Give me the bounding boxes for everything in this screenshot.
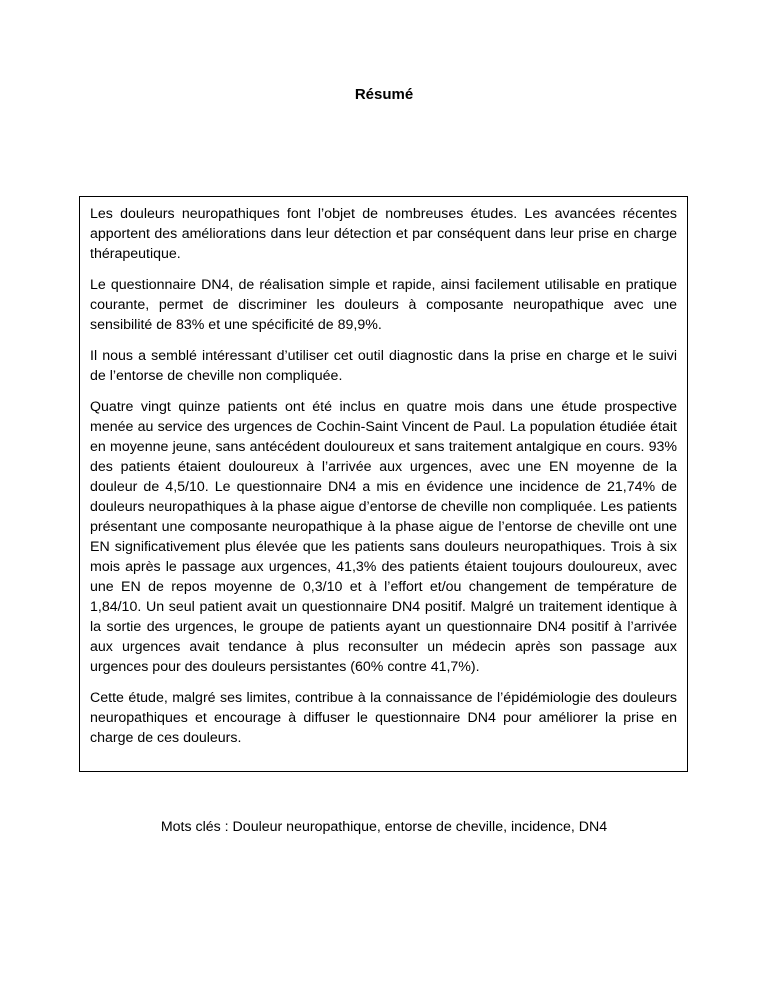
keywords-line: Mots clés : Douleur neuropathique, entorse de cheville, incidence, DN4: [160, 819, 608, 835]
abstract-paragraph-3: Il nous a semblé intéressant d’utiliser cet outil diagnostic dans la prise en charge et le suivi de l’entorse de cheville non compliquée.: [90, 348, 677, 384]
abstract-paragraph-1: Les douleurs neuropathiques font l’objet de nombreuses études. Les avancées récentes apportent des améliorations dans leur détection et par conséquent dans leur prise en charge thérapeutique.: [90, 206, 677, 262]
abstract-box: [79, 196, 688, 772]
page-title: Résumé: [354, 86, 414, 103]
abstract-paragraph-2: Le questionnaire DN4, de réalisation simple et rapide, ainsi facilement utilisable en pratique courante, permet de discriminer les douleurs à composante neuropathique avec une sensibilité de 83% et une spécificité de 89,9%.: [90, 277, 677, 333]
abstract-paragraph-5: Cette étude, malgré ses limites, contribue à la connaissance de l’épidémiologie des douleurs neuropathiques et encourage à diffuser le questionnaire DN4 pour améliorer la prise en charge de ces douleurs.: [90, 690, 677, 746]
abstract-paragraph-4: Quatre vingt quinze patients ont été inclus en quatre mois dans une étude prospective menée au service des urgences de Cochin-Saint Vincent de Paul. La population étudiée était en moyenne jeune, sans antécédent douloureux et sans traitement antalgique en cours. 93% des patients étaient douloureux à l’arrivée aux urgences, avec une EN moyenne de la douleur de 4,5/10. Le questionnaire DN4 a mis en évidence une incidence de 21,74% de douleurs neuropathiques à la phase aigue d’entorse de cheville non compliquée. Les patients présentant une composante neuropathique à la phase aigue de l’entorse de cheville ont une EN significativement plus élevée que les patients sans douleurs neuropathiques. Trois à six mois après le passage aux urgences, 41,3% des patients étaient toujours douloureux, avec une EN de repos moyenne de 0,3/10 et à l’effort et/ou changement de température de 1,84/10. Un seul patient avait un questionnaire DN4 positif. Malgré un traitement identique à la sortie des urgences, le groupe de patients ayant un questionnaire DN4 positif à l’arrivée aux urgences avait tendance à plus reconsulter un médecin après son passage aux urgences pour des douleurs persistantes (60% contre 41,7%).: [90, 399, 677, 675]
